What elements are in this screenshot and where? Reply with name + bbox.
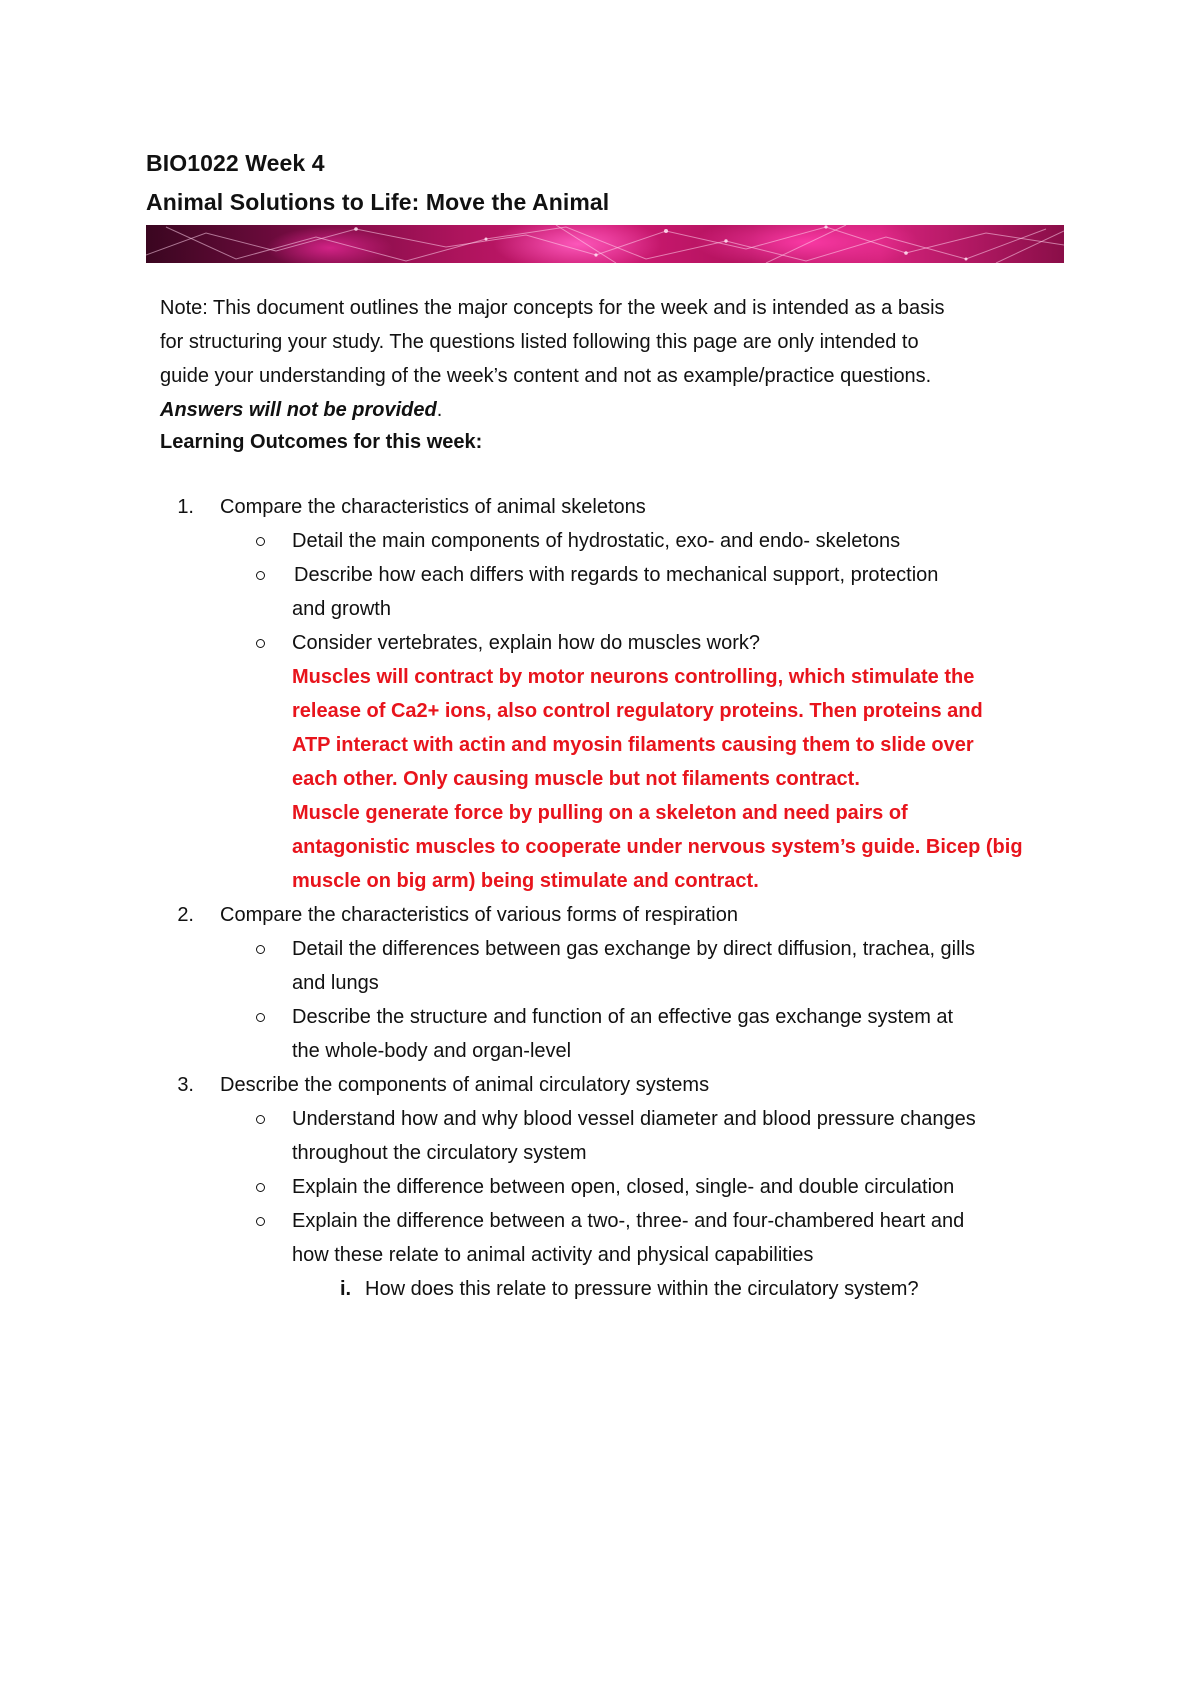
item-text: Compare the characteristics of animal skeletons [220,496,646,518]
sub-item-continued: and lungs [292,972,379,994]
item-number: 1. [177,496,194,518]
sub-item: Describe the structure and function of an effective gas exchange system at [292,1006,954,1028]
answer-line: muscle on big arm) being stimulate and contract. [292,870,759,892]
bullet-icon [256,1115,265,1124]
answer-line: each other. Only causing muscle but not filaments contract. [292,768,860,790]
sub-item: Detail the differences between gas exchange by direct diffusion, trachea, gills [292,938,976,960]
sub-item-continued: and growth [292,598,391,620]
answer-line: Muscles will contract by motor neurons controlling, which stimulate the [292,666,975,688]
sub-item-continued: throughout the circulatory system [292,1142,587,1164]
sub-item: Explain the difference between open, closed, single- and double circulation [292,1176,955,1198]
item-text: Describe the components of animal circulatory systems [220,1074,710,1096]
bullet-icon [256,945,265,954]
bullet-icon [256,1013,265,1022]
item-number: 2. [177,904,194,926]
sub-item: Understand how and why blood vessel diameter and blood pressure changes [292,1108,976,1130]
banner-network-lines [146,225,1064,263]
note-paragraph [160,291,1060,427]
answer-line: release of Ca2+ ions, also control regulatory proteins. Then proteins and [292,700,983,722]
sub-item: Describe how each differs with regards to mechanical support, protection [294,564,939,586]
sub-item-continued: how these relate to animal activity and physical capabilities [292,1244,814,1266]
bullet-icon [256,571,265,580]
answer-line: antagonistic muscles to cooperate under nervous system’s guide. Bicep (big [292,836,1023,858]
answer-line: Muscle generate force by pulling on a skeleton and need pairs of [292,802,908,824]
answer-line: ATP interact with actin and myosin filaments causing them to slide over [292,734,974,756]
bullet-icon [256,537,265,546]
roman-marker: i. [340,1278,352,1300]
answers-notice: Answers will not be provided [160,399,437,421]
bullet-icon [256,1183,265,1192]
sub-item: Consider vertebrates, explain how do muscles work? [292,632,760,654]
note-line: guide your understanding of the week’s content and not as example/practice questions. [160,365,932,387]
course-week-title: BIO1022 Week 4 [146,150,325,176]
decorative-banner [146,225,1064,263]
item-number: 3. [177,1074,194,1096]
sub-item: Detail the main components of hydrostatic, exo- and endo- skeletons [292,530,901,552]
sub-item: Explain the difference between a two-, three- and four-chambered heart and [292,1210,965,1232]
learning-outcomes-heading: Learning Outcomes for this week: [160,431,483,453]
note-line: for structuring your study. The questions listed following this page are only intended to [160,331,919,353]
sub-sub-item-text: How does this relate to pressure within the circulatory system? [365,1278,919,1300]
bullet-icon [256,1217,265,1226]
item-text: Compare the characteristics of various forms of respiration [220,904,738,926]
bullet-icon [256,639,265,648]
topic-title: Animal Solutions to Life: Move the Animal [146,189,610,215]
sub-item-continued: the whole-body and organ-level [292,1040,572,1062]
note-line: Note: This document outlines the major concepts for the week and is intended as a basis [160,297,945,319]
answers-notice-period: . [436,399,443,421]
